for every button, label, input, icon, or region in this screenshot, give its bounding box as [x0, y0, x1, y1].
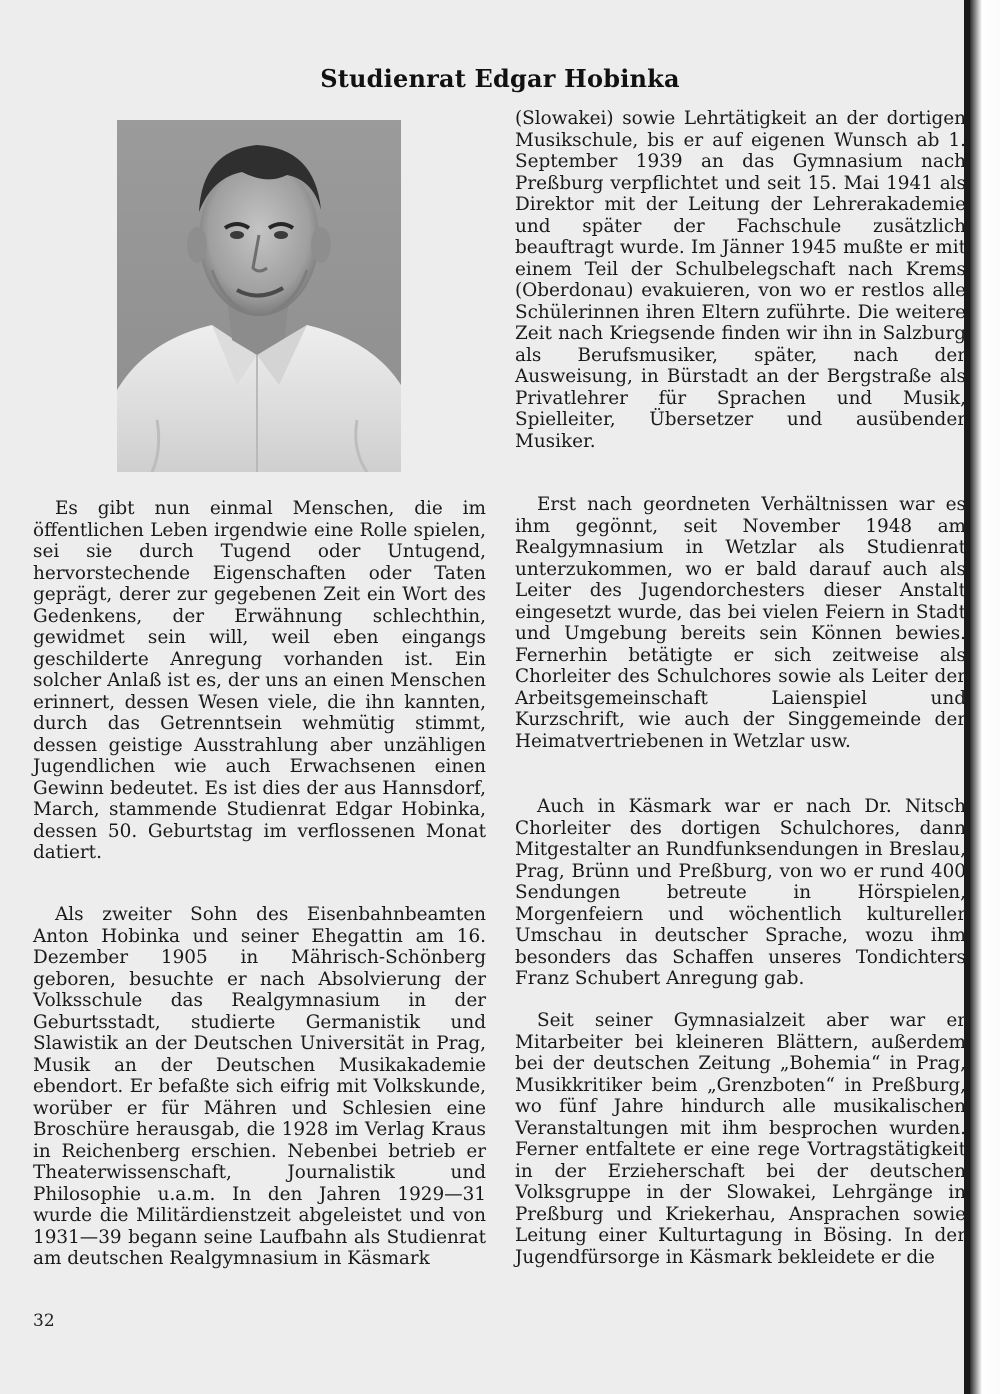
- paragraph: (Slowakei) sowie Lehrtätigkeit an der dortigen Musikschule, bis er auf eigenen Wunsch ab 1. September 1939 an das Gymnasium nach Preßburg verpflichtet und seit 15. Mai 1941 als Direktor mit der Leitung der Lehrerakademie und später der Fachschule zusätzlich beauftragt wurde. Im Jänner 1945 mußte er mit einem Teil der Schulbelegschaft nach Krems (Oberdonau) evakuieren, von wo er restlos alle Schülerinnen ihren Eltern zuführte. Die weitere Zeit nach Kriegsende finden wir ihn in Salzburg als Berufsmusiker, später, nach der Ausweisung, in Bürstadt an der Bergstraße als Privatlehrer für Sprachen und Musik, Spielleiter, Übersetzer und ausübender Musiker.: [515, 108, 966, 452]
- column-right-2: [515, 494, 966, 752]
- paragraph: Auch in Käsmark war er nach Dr. Nitsch Chorleiter des dortigen Schulchores, dann Mitgestalter an Rundfunksendungen in Breslau, Prag, Brünn und Preßburg, von wo er rund 400 Sendungen betreute in Hörspielen, Morgenfeiern und wöchentlich kultureller Umschau in deutscher Sprache, wozu ihm besonders das Schaffen unseres Tondichters Franz Schubert Anregung gab.: [515, 796, 966, 989]
- article-title: Studienrat Edgar Hobinka: [320, 64, 680, 93]
- portrait-image: [117, 120, 401, 472]
- portrait-photo: [117, 120, 401, 472]
- column-right-3: [515, 796, 966, 990]
- paragraph: Als zweiter Sohn des Eisenbahnbeamten Anton Hobinka und seiner Ehegattin am 16. Dezember 1905 in Mährisch-Schönberg geboren, besuchte er nach Absolvierung der Volksschule das Realgymnasium in der Geburtsstadt, studierte Germanistik und Slawistik an der Deutschen Universität in Prag, Musik an der Deutschen Musikakademie ebendort. Er befaßte sich eifrig mit Volkskunde, worüber er für Mähren und Schlesien eine Broschüre herausgab, die 1928 im Verlag Kraus in Reichenberg erschien. Nebenbei betrieb er Theaterwissenschaft, Journalistik und Philosophie u.a.m. In den Jahren 1929—31 wurde die Militärdienstzeit abgeleistet und von 1931—39 begann seine Laufbahn als Studienrat am deutschen Realgymnasium in Käsmark: [33, 904, 486, 1269]
- column-left-top: [33, 498, 486, 864]
- column-right-top: [515, 108, 966, 452]
- column-left-bottom: [33, 904, 486, 1270]
- paragraph: Es gibt nun einmal Menschen, die im öffentlichen Leben irgendwie eine Rolle spielen, sei sie durch Tugend oder Untugend, hervorstechende Eigenschaften oder Taten geprägt, derer zur gegebenen Zeit ein Wort des Gedenkens, der Erwähnung schlechthin, gewidmet sein will, weil eben eingangs geschilderte Anregung vorhanden ist. Ein solcher Anlaß ist es, der uns an einen Menschen erinnert, dessen Wesen viele, die ihn kannten, durch das Getrenntsein wehmütig stimmt, dessen geistige Ausstrahlung aber unzähligen Jugendlichen wie auch Erwachsenen einen Gewinn bedeutet. Es ist dies der aus Hannsdorf, March, stammende Studienrat Edgar Hobinka, dessen 50. Geburtstag im verflossenen Monat datiert.: [33, 498, 486, 863]
- column-right-4: [515, 1010, 966, 1268]
- page-number: 32: [33, 1311, 55, 1331]
- paragraph: Erst nach geordneten Verhältnissen war es ihm gegönnt, seit November 1948 am Realgymnasium in Wetzlar als Studienrat unterzukommen, wo er bald darauf auch als Leiter des Jugendorchesters dieser Anstalt eingesetzt wurde, das bei vielen Feiern in Stadt und Umgebung bereits sein Können bewies. Fernerhin betätigte er sich zeitweise als Chorleiter des Schulchores sowie als Leiter der Arbeitsgemeinschaft Laienspiel und Kurzschrift, wie auch der Singgemeinde der Heimatvertriebenen in Wetzlar usw.: [515, 494, 966, 752]
- page-edge: [964, 0, 1000, 1394]
- paragraph: Seit seiner Gymnasialzeit aber war er Mitarbeiter bei kleineren Blättern, außerdem bei der deutschen Zeitung „Bohemia“ in Prag, Musikkritiker beim „Grenzboten“ in Preßburg, wo fünf Jahre hindurch alle musikalischen Veranstaltungen mit ihm besprochen wurden. Ferner entfaltete er eine rege Vortragstätigkeit in der Erzieherschaft bei der deutschen Volksgruppe in der Slowakei, Lehrgänge in Preßburg und Kriekerhau, Ansprachen sowie Leitung einer Kulturtagung in Bösing. In der Jugendfürsorge in Käsmark bekleidete er die: [515, 1010, 966, 1268]
